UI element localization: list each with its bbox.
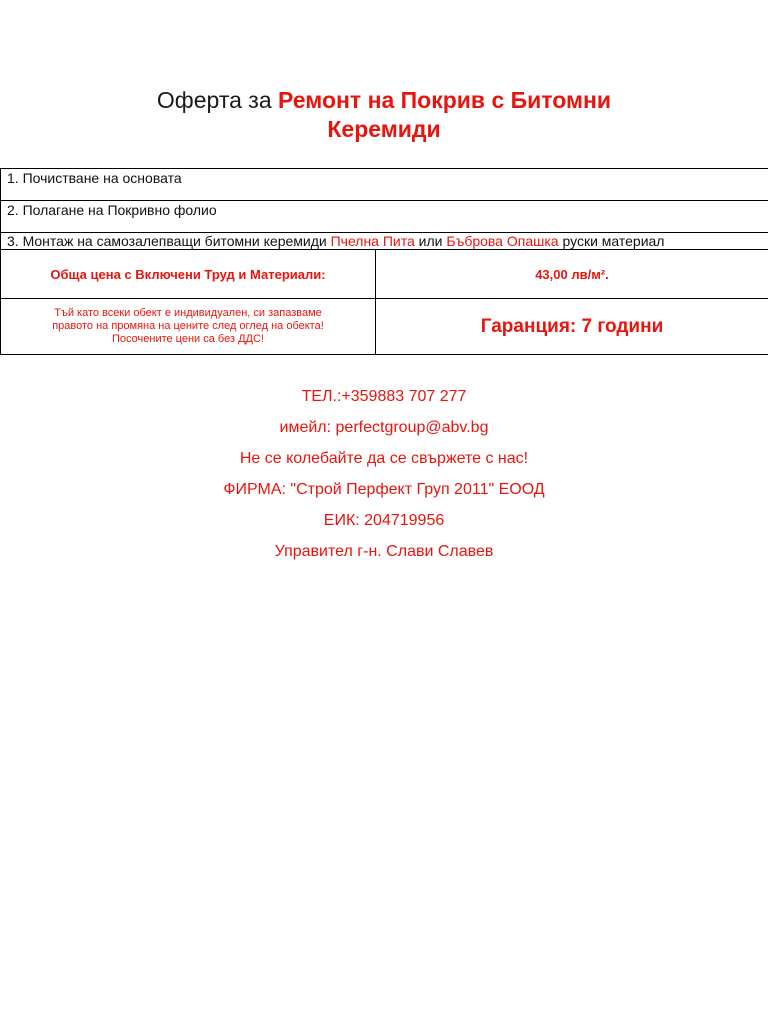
company-line: ФИРМА: "Строй Перфект Груп 2011" ЕООД	[223, 481, 545, 498]
warranty-text: Гаранция: 7 години	[480, 315, 664, 337]
table-row	[1, 233, 768, 250]
manager-line: Управител г-н. Слави Славев	[274, 543, 494, 560]
table-row	[1, 169, 768, 201]
note-line-2: правото на промяна на цените след оглед на обекта!	[52, 320, 324, 332]
note-cell	[1, 299, 376, 355]
title-line-1	[0, 86, 768, 115]
title-highlight-1: Ремонт на Покрив с Битомни	[278, 87, 612, 113]
call-to-action: Не се колебайте да се свържете с нас!	[239, 450, 529, 467]
title-line-2	[0, 115, 768, 144]
note-row	[1, 299, 768, 355]
item-cell	[1, 169, 768, 201]
item-3-start: 3. Монтаж на самозалепващи битомни керемиди	[7, 233, 331, 249]
note-line-3: Посочените цени са без ДДС!	[112, 333, 264, 345]
offer-table	[0, 168, 768, 355]
item-cell	[1, 201, 768, 233]
offer-title	[0, 86, 768, 144]
price-row	[1, 250, 768, 299]
item-1: 1. Почистване на основата	[7, 170, 182, 186]
eik-line: ЕИК: 204719956	[323, 512, 445, 529]
email-line: имейл: perfectgroup@abv.bg	[279, 419, 489, 436]
item-cell	[1, 233, 768, 250]
item-3-option-1: Пчелна Пита	[330, 233, 415, 249]
item-2: 2. Полагане на Покривно фолио	[7, 202, 217, 218]
item-3-end: руски материал	[558, 233, 665, 249]
contact-block	[0, 384, 768, 570]
price-note	[7, 307, 369, 346]
price-value-cell	[376, 250, 768, 299]
price-label: Обща цена с Включени Труд и Материали:	[50, 266, 326, 282]
title-prefix: Оферта за	[156, 87, 278, 113]
phone-line: ТЕЛ.:+359883 707 277	[301, 388, 467, 405]
price-label-cell	[1, 250, 376, 299]
item-3-or: или	[414, 233, 447, 249]
note-line-1: Тъй като всеки обект е индивидуален, си запазваме	[54, 307, 322, 319]
warranty-cell	[376, 299, 768, 355]
item-3-option-2: Бъброва Опашка	[446, 233, 559, 249]
table-row	[1, 201, 768, 233]
title-highlight-2: Керемиди	[327, 116, 441, 142]
price-value: 43,00 лв/м².	[535, 266, 609, 282]
